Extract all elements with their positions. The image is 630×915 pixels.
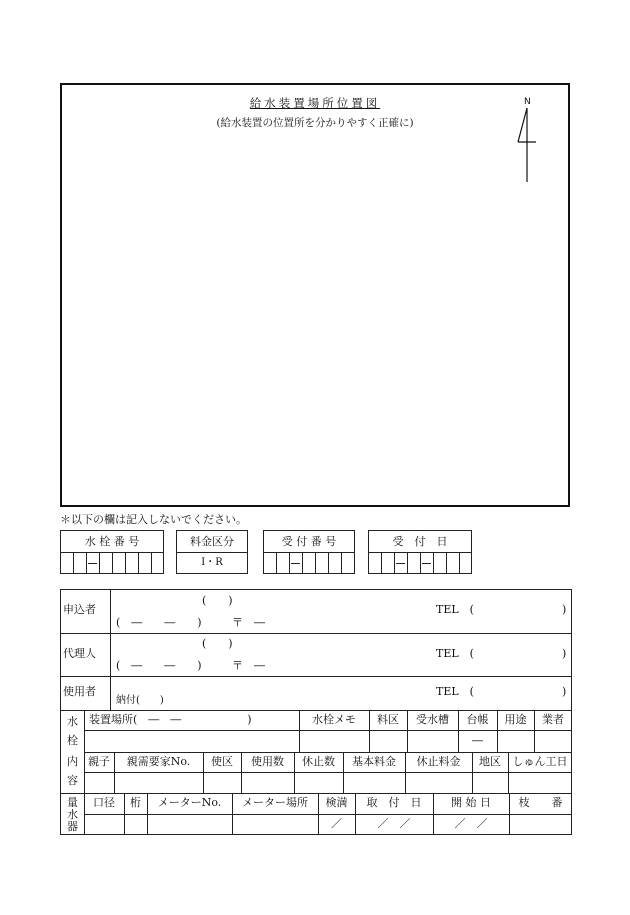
jusuiso-label: 受水槽	[416, 713, 449, 726]
ryokin-kubun-label: 料金区分	[190, 535, 234, 548]
applicant-phone[interactable]: ( ― ― )	[116, 616, 202, 629]
koukei-label: 口径	[93, 796, 115, 809]
oyako-label: 親子	[88, 755, 110, 768]
meter-basho-label: メーター場所	[242, 796, 308, 809]
suisen-naiyo-char-4: 容	[67, 774, 78, 787]
meter-no-label: メーターNo.	[157, 796, 222, 809]
oyajuyoka-label: 親需要家No.	[126, 755, 191, 768]
map-title: 給水装置場所位置図	[249, 96, 381, 110]
toritsuke-bi-slash: ／ ／	[377, 817, 411, 830]
applicant-name-paren[interactable]: ( )	[202, 594, 233, 607]
map-subtitle: (給水装置の位置所を分かりやすく正確に)	[216, 117, 414, 129]
meter-char-1: 量	[67, 796, 78, 809]
location-map-area	[60, 83, 570, 507]
user-label: 使用者	[63, 685, 96, 698]
keta-label: 桁	[130, 796, 141, 809]
meter-char-2: 水	[67, 808, 78, 821]
chiku-label: 地区	[479, 755, 501, 768]
kyushisu-label: 休止数	[302, 755, 335, 768]
agent-tel[interactable]: TEL ( )	[436, 647, 567, 660]
kaishi-bi-slash: ／ ／	[454, 817, 488, 830]
yoto-label: 用途	[504, 713, 527, 726]
daicho-label: 台帳	[466, 713, 489, 726]
user-tel[interactable]: TEL ( )	[436, 685, 567, 698]
agent-name-paren[interactable]: ( )	[202, 637, 233, 650]
agent-postal[interactable]: 〒 ―	[232, 659, 265, 672]
shiku-label: 使区	[211, 755, 233, 768]
kaishi-bi-label: 開 始 日	[451, 796, 491, 809]
suisen-naiyo-char-1: 水	[67, 715, 78, 728]
suisen-naiyo-char-3: 内	[67, 755, 78, 768]
suisen-bango-label: 水 栓 番 号	[84, 535, 140, 548]
suisen-memo-label: 水栓メモ	[312, 713, 356, 726]
shunko-label: しゅん工日	[512, 755, 568, 768]
ryoku-label: 料区	[377, 713, 399, 726]
souchi-basho-label: 装置場所( ― ― )	[89, 713, 252, 726]
ryokin-kubun-value: I・R	[201, 557, 223, 568]
notice-text: ＊以下の欄は記入しないでください。	[60, 513, 247, 526]
kihon-ryokin-label: 基本料金	[352, 755, 396, 768]
applicant-label: 申込者	[63, 603, 96, 616]
uketsuke-bi-label: 受 付 日	[392, 535, 448, 548]
kenman-label: 検満	[325, 796, 348, 809]
gyosha-label: 業者	[542, 713, 564, 726]
meter-char-3: 器	[67, 820, 78, 833]
uketsuke-bango-label: 受 付 番 号	[281, 535, 337, 548]
user-nofu[interactable]: 納付( )	[116, 695, 164, 706]
agent-label: 代理人	[63, 647, 96, 660]
kenman-slash: ／	[331, 817, 342, 830]
shiyosu-label: 使用数	[251, 755, 284, 768]
applicant-postal[interactable]: 〒 ―	[232, 616, 265, 629]
north-arrow-icon	[515, 106, 539, 184]
kyushi-ryokin-label: 休止料金	[416, 755, 461, 768]
eda-ban-label: 枝 番	[518, 796, 563, 809]
north-label: N	[524, 97, 531, 107]
suisen-naiyo-char-2: 栓	[67, 734, 78, 747]
agent-phone[interactable]: ( ― ― )	[116, 659, 202, 672]
toritsuke-bi-label: 取 付 日	[366, 796, 422, 809]
applicant-tel[interactable]: TEL ( )	[436, 603, 567, 616]
daicho-value: ―	[472, 734, 483, 747]
